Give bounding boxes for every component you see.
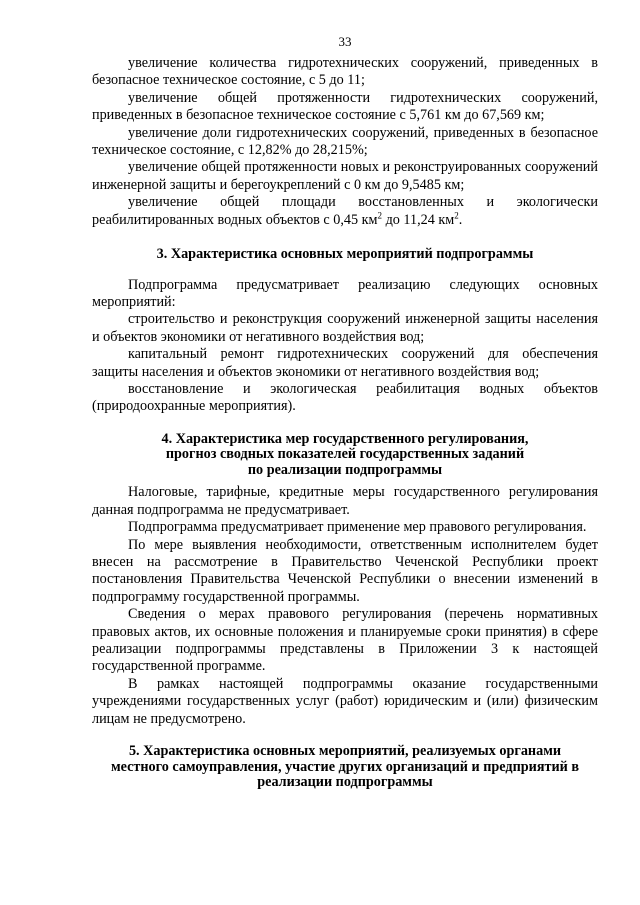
document-page bbox=[92, 34, 598, 791]
section-4-paragraph: Налоговые, тарифные, кредитные меры государственного регулирования данная подпрограмма не предусматривает. bbox=[92, 484, 598, 518]
section-4-heading-line: прогноз сводных показателей государственных заданий bbox=[165, 446, 525, 463]
section-3-paragraph: строительство и реконструкция сооружений инженерной защиты населения и объектов экономики от негативного воздействия вод; bbox=[92, 311, 598, 345]
section-5-heading-line: местного самоуправления, участие других организаций и предприятий в bbox=[110, 758, 580, 775]
intro-item-4: увеличение общей протяженности новых и реконструированных сооружений инженерной защиты и берегоукреплений с 0 км до 9,5485 км; bbox=[92, 159, 598, 193]
section-5-heading-line: реализации подпрограммы bbox=[257, 774, 433, 790]
section-5-heading bbox=[92, 744, 598, 791]
section-3-heading: 3. Характеристика основных мероприятий подпрограммы bbox=[156, 246, 534, 263]
section-3-paragraph: капитальный ремонт гидротехнических сооружений для обеспечения защиты населения и объектов экономики от негативного воздействия вод; bbox=[92, 346, 598, 380]
square-superscript: 2 bbox=[454, 209, 459, 220]
section-3-paragraph: восстановление и экологическая реабилитация водных объектов (природоохранные мероприятия). bbox=[92, 381, 598, 415]
section-3-paragraph: Подпрограмма предусматривает реализацию следующих основных мероприятий: bbox=[92, 276, 598, 310]
intro-item-5-text-c: . bbox=[458, 211, 463, 228]
section-4-heading-line: по реализации подпрограммы bbox=[247, 461, 443, 478]
section-5-heading-line: 5. Характеристика основных мероприятий, реализуемых органами bbox=[128, 743, 562, 759]
section-4-paragraph: По мере выявления необходимости, ответственным исполнителем будет внесен на рассмотрение в Правительство Чеченской Республики проект постановления Правительства Чеченской Республики о внесении изменений в подпрограмму государственной программы. bbox=[92, 536, 598, 605]
section-4-paragraph: Подпрограмма предусматривает применение мер правового регулирования. bbox=[128, 519, 587, 536]
page-number: 33 bbox=[338, 34, 352, 49]
section-4-paragraph: Сведения о мерах правового регулирования (перечень нормативных правовых актов, их основные положения и планируемые сроки принятия) в сфере реализации подпрограммы представлены в Приложении 3 к настоящей государственной программе. bbox=[92, 606, 598, 675]
intro-item-5 bbox=[92, 194, 598, 229]
intro-item-1: увеличение количества гидротехнических сооружений, приведенных в безопасное техническое состояние, с 5 до 11; bbox=[92, 55, 598, 89]
intro-item-3: увеличение доли гидротехнических сооружений, приведенных в безопасное техническое состояние, с 12,82% до 28,215%; bbox=[92, 124, 598, 159]
square-superscript: 2 bbox=[377, 209, 383, 220]
intro-item-5-text-a: увеличение общей площади восстановленных и экологически реабилитированных водных объектов с 0,45 км bbox=[92, 194, 598, 228]
section-4-heading bbox=[92, 432, 598, 479]
section-4-paragraph: В рамках настоящей подпрограммы оказание государственными учреждениями государственных услуг (работ) юридическим и (или) физическим лицам не предусмотрено. bbox=[92, 675, 598, 727]
intro-item-2: увеличение общей протяженности гидротехнических сооружений, приведенных в безопасное техническое состояние с 5,761 км до 67,569 км; bbox=[92, 89, 598, 124]
intro-item-5-text-b: до 11,24 км bbox=[382, 211, 455, 228]
section-4-heading-line: 4. Характеристика мер государственного регулирования, bbox=[161, 430, 529, 447]
